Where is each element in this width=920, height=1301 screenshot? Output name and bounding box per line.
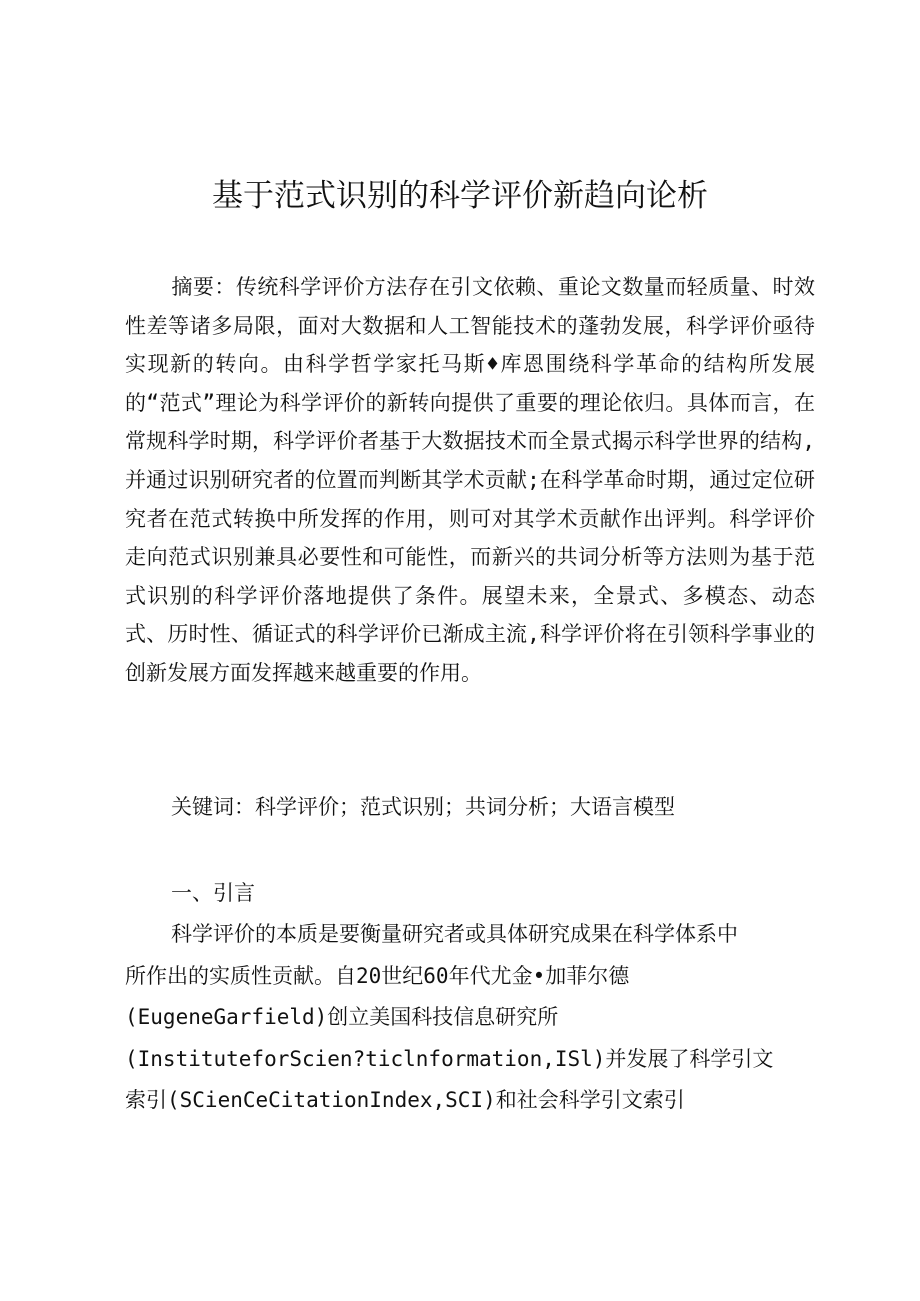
section-heading-introduction: 一、引言 [171, 881, 255, 905]
intro-line: 所作出的实质性贡献。自20世纪60年代尤金•加菲尔德 [125, 963, 630, 988]
document-title: 基于范式识别的科学评价新趋向论析 [212, 178, 708, 214]
abstract-paragraph [125, 268, 815, 693]
intro-line: (EugeneGarfield)创立美国科技信息研究所 [125, 1005, 559, 1029]
intro-line: 科学评价的本质是要衡量研究者或具体研究成果在科学体系中 [171, 922, 738, 946]
abstract-text: 摘要：传统科学评价方法存在引文依赖、重论文数量而轻质量、时效性差等诸多局限，面对大数据和人工智能技术的蓬勃发展，科学评价亟待实现新的转向。由科学哲学家托马斯♦库恩围绕科学革命的结构所发展的“范式”理论为科学评价的新转向提供了重要的理论依归。具体而言，在常规科学时期，科学评价者基于大数据技术而全景式揭示科学世界的结构,并通过识别研究者的位置而判断其学术贡献;在科学革命时期，通过定位研究者在范式转换中所发挥的作用，则可对其学术贡献作出评判。科学评价走向范式识别兼具必要性和可能性，而新兴的共词分析等方法则为基于范式识别的科学评价落地提供了条件。展望未来，全景式、多模态、动态式、历时性、循证式的科学评价已渐成主流,科学评价将在引领科学事业的创新发展方面发挥越来越重要的作用。 [125, 275, 815, 685]
intro-line: 索引(SCienCeCitationIndex,SCI)和社会科学引文索引 [125, 1088, 685, 1112]
introduction-paragraph [125, 914, 815, 1122]
keywords-line: 关键词：科学评价；范式识别；共词分析；大语言模型 [171, 795, 675, 819]
intro-line: (InstituteforScien?ticlnformation,ISl)并发展了科学引文 [125, 1046, 774, 1071]
